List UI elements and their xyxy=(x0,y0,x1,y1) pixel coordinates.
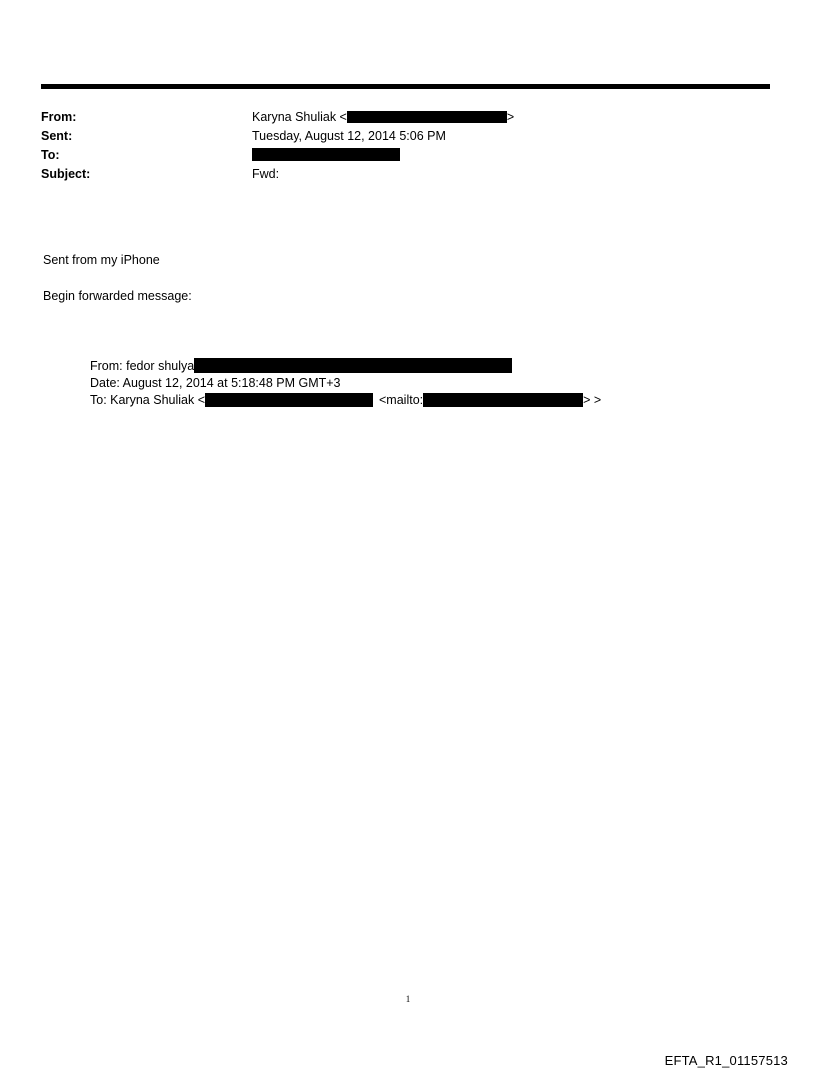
header-label-sent: Sent: xyxy=(41,129,73,143)
header-value-to xyxy=(252,146,400,165)
redaction-bar-to xyxy=(252,148,400,161)
redaction-bar-forwarded-from xyxy=(194,358,512,373)
redaction-bar-forwarded-to-2 xyxy=(423,393,583,407)
from-name-text: Karyna Shuliak < xyxy=(252,110,347,124)
header-row-from xyxy=(41,108,771,127)
header-label-to: To: xyxy=(41,148,60,162)
bates-number: EFTA_R1_01157513 xyxy=(664,1053,788,1068)
page-number: 1 xyxy=(405,994,411,1004)
email-header-block xyxy=(41,108,771,184)
from-bracket-close: > xyxy=(506,110,515,124)
forwarded-date-line: Date: August 12, 2014 at 5:18:48 PM GMT+3 xyxy=(90,376,341,390)
header-divider-rule xyxy=(41,84,770,89)
header-row-sent xyxy=(41,127,771,146)
forwarded-to-mailto: <mailto: xyxy=(379,393,424,407)
redaction-bar-from xyxy=(347,111,507,123)
header-value-from xyxy=(252,108,514,127)
forwarded-to-line xyxy=(90,392,601,409)
forwarded-from-line xyxy=(90,358,601,375)
header-value-sent: Tuesday, August 12, 2014 5:06 PM xyxy=(252,129,446,143)
header-label-subject: Subject: xyxy=(41,167,91,181)
forwarded-from-text: From: fedor shulya xyxy=(90,359,195,373)
header-value-subject: Fwd: xyxy=(252,167,280,181)
forward-intro-line: Begin forwarded message: xyxy=(43,289,192,303)
signature-line: Sent from my iPhone xyxy=(43,253,160,267)
header-label-from: From: xyxy=(41,110,77,124)
forwarded-message-header xyxy=(90,358,601,409)
forwarded-to-suffix: > > xyxy=(583,393,602,407)
redaction-bar-forwarded-to-1 xyxy=(205,393,373,407)
header-row-to xyxy=(41,146,771,165)
header-row-subject xyxy=(41,165,771,184)
forwarded-to-prefix: To: Karyna Shuliak < xyxy=(90,393,205,407)
